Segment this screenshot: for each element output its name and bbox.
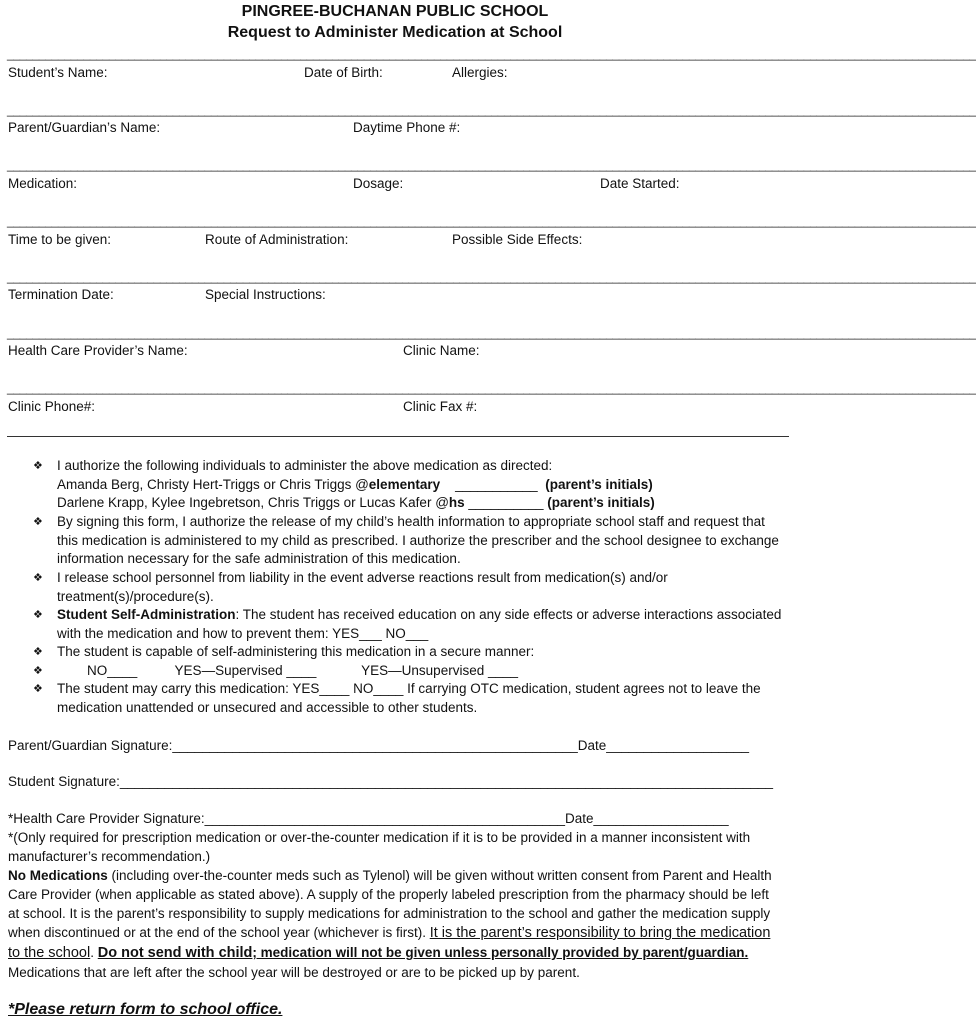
clinic-phone-label: Clinic Phone#: [8, 399, 96, 414]
parent-initials-label: (parent’s initials) [547, 495, 655, 510]
hs-tag: hs [448, 495, 465, 510]
dob-label: Date of Birth: [304, 65, 383, 80]
self-administration-statement: Student Self-Administration: The student has received education on any side effects or adverse interactions associated with the medication and how to prevent them: YES___ NO___ [57, 607, 782, 641]
not-given-warning: ; medication will not be given unless personally provided by parent/guardian. [252, 945, 749, 960]
daytime-phone-label: Daytime Phone #: [353, 120, 461, 135]
section-divider [7, 436, 789, 437]
form-title: Request to Administer Medication at School [227, 24, 563, 41]
carry-statement: The student may carry this medication: YES____ NO____ If carrying OTC medication, student agrees not to leave the medication unattended or unsecured and accessible to other students. [57, 681, 761, 715]
clinic-fax-label: Clinic Fax #: [403, 399, 478, 414]
authorize-statement [57, 457, 787, 513]
fill-line: ________________________________________________________________________________________________________________________________________________________ [7, 381, 976, 395]
termination-label: Termination Date: [8, 287, 114, 302]
liability-statement: I release school personnel from liability in the event adverse reactions result from medication(s) and/or treatment(s)/procedure(s). [57, 570, 668, 604]
bullet-icon: ❖ [33, 683, 43, 695]
side-effects-label: Possible Side Effects: [452, 232, 583, 247]
elementary-staff: Amanda Berg, Christy Hert-Triggs or Chris Triggs @elementary ___________ (parent’s initials) [57, 476, 653, 492]
student-name-label: Student’s Name: [8, 65, 108, 80]
capable-statement: The student is capable of self-administering this medication in a secure manner: [57, 644, 535, 659]
fill-line: ________________________________________________________________________________________________________________________________________________________ [7, 214, 976, 228]
fill-line: ________________________________________________________________________________________________________________________________________________________ [7, 103, 976, 117]
no-medications-heading: No Medications [8, 868, 108, 883]
parent-name-label: Parent/Guardian’s Name: [8, 120, 161, 135]
do-not-send-warning: Do not send with child [97, 945, 253, 961]
fill-line: ________________________________________________________________________________________________________________________________________________________ [7, 158, 976, 172]
bullet-icon: ❖ [33, 516, 43, 528]
return-instruction: *Please return form to school office. [8, 1001, 283, 1018]
medication-label: Medication: [8, 176, 78, 191]
clinic-name-label: Clinic Name: [403, 343, 480, 358]
bullet-icon: ❖ [33, 665, 43, 677]
self-admin-heading: Student Self-Administration [57, 607, 236, 622]
bullet-icon: ❖ [33, 609, 43, 621]
provider-name-label: Health Care Provider’s Name: [8, 343, 188, 358]
route-label: Route of Administration: [205, 232, 349, 247]
release-statement: By signing this form, I authorize the release of my child’s health information to appropriate school staff and request that this medication is administered to my child as prescribed. I authorize the prescriber and the school designee to exchange information necessary for the safe administration of this medication. [57, 514, 779, 566]
no-medications-policy: No Medications (including over-the-counter meds such as Tylenol) will be given without written consent from Parent and Health Care Provider (when applicable as stated above). A supply of the properly labeled prescription from the pharmacy should be left at school. It is the parent’s responsibility to supply medications for administration to the school and gather the medication supply when discontinued or at the end of the school year (whichever is first). It is the parent’s responsibility to bring the medication to the school. Do not send with child; medication will not be given unless personally provided by parent/guardian. Medications that are left after the school year will be destroyed or are to be picked up by parent. [8, 868, 772, 980]
special-instructions-label: Special Instructions: [205, 287, 326, 302]
time-given-label: Time to be given: [8, 232, 112, 247]
school-name: PINGREE-BUCHANAN PUBLIC SCHOOL [241, 3, 549, 20]
student-signature-line: Student Signature:_______________________________________________________________________________________ [8, 774, 774, 789]
provider-signature-line: *Health Care Provider Signature:________________________________________________Date__________________ [8, 811, 729, 826]
bullet-icon: ❖ [33, 572, 43, 584]
fill-line: ________________________________________________________________________________________________________________________________________________________ [7, 47, 976, 61]
provider-note: *(Only required for prescription medication or over-the-counter medication if it is to be provided in a manner inconsistent with manufacturer’s recommendation.) [8, 830, 751, 864]
parent-responsibility: It is the parent’s responsibility to bring the medication to the school [8, 925, 771, 961]
fill-line: ________________________________________________________________________________________________________________________________________________________ [7, 270, 976, 284]
authorize-line: I authorize the following individuals to administer the above medication as directed: [57, 458, 553, 473]
allergies-label: Allergies: [452, 65, 508, 80]
bullet-icon: ❖ [33, 460, 43, 472]
hs-staff: Darlene Krapp, Kylee Ingebretson, Chris Triggs or Lucas Kafer @hs __________ (parent’s initials) [57, 495, 655, 510]
date-started-label: Date Started: [600, 176, 680, 191]
parent-initials-label: (parent’s initials) [545, 476, 653, 492]
supervision-options: NO____ YES—Supervised ____ YES—Unsupervised ____ [57, 663, 518, 678]
bullet-icon: ❖ [33, 646, 43, 658]
parent-signature-line: Parent/Guardian Signature:______________________________________________________Date___________________ [8, 738, 749, 753]
elementary-tag: elementary [368, 476, 441, 492]
fill-line: ________________________________________________________________________________________________________________________________________________________ [7, 326, 976, 340]
dosage-label: Dosage: [353, 176, 404, 191]
